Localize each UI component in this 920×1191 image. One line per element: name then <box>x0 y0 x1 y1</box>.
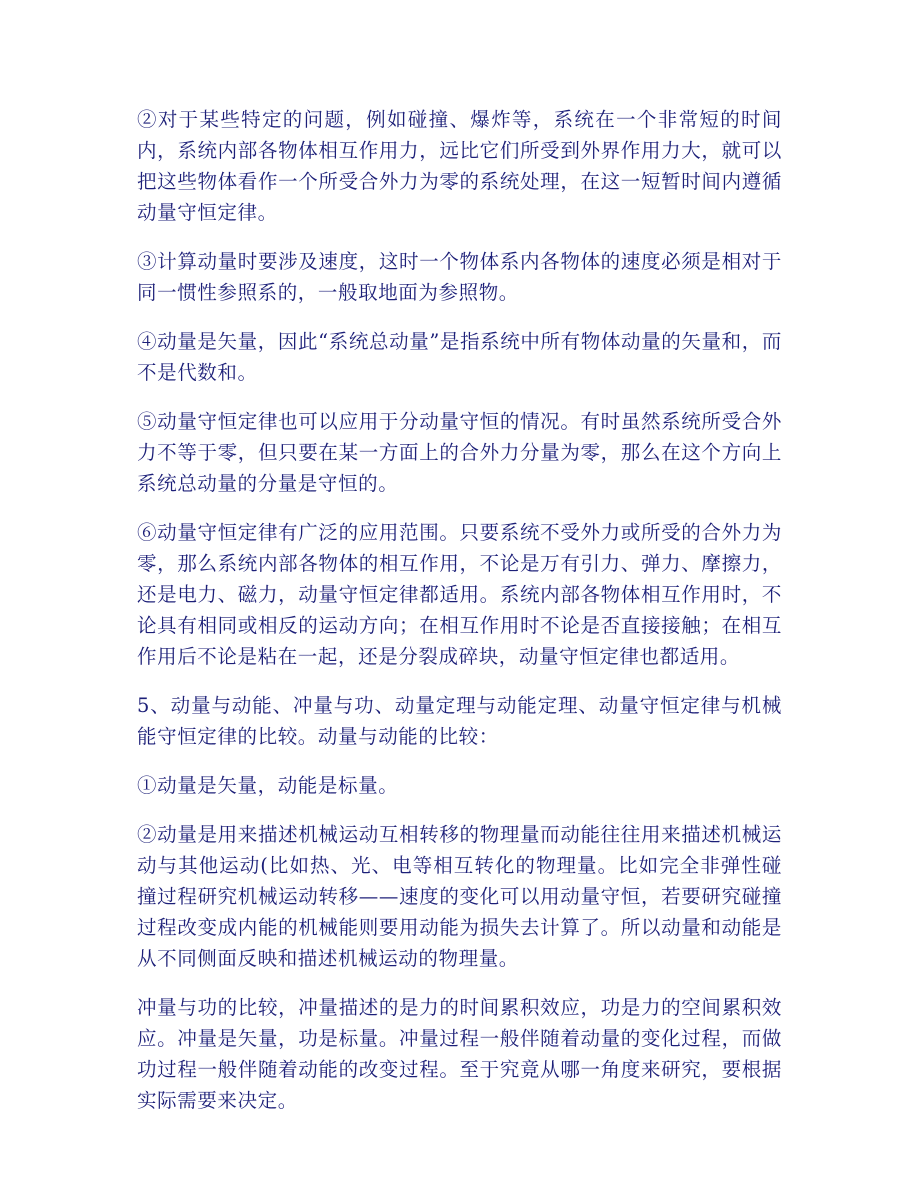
paragraph-item-2-momentum-vs-energy: ②动量是用来描述机械运动互相转移的物理量而动能往往用来描述机械运动与其他运动(比如热、光、电等相互转化的物理量。比如完全非弹性碰撞过程研究机械运动转移——速度的变化可以用动量守恒，若要研究碰撞过程改变成内能的机械能则要用动能为损失去计算了。所以动量和动能是从不同侧面反映和描述机械运动的物理量。 <box>137 823 782 970</box>
paragraph-item-1-vector-scalar: ①动量是矢量，动能是标量。 <box>137 774 399 797</box>
paragraph-item-2-collision: ②对于某些特定的问题，例如碰撞、爆炸等，系统在一个非常短的时间内，系统内部各物体相互作用力，远比它们所受到外界作用力大，就可以把这些物体看作一个所受合外力为零的系统处理，在这一短暂时间内遵循动量守恒定律。 <box>137 108 782 224</box>
document-body <box>137 104 782 1134</box>
paragraph-item-5-component-conservation: ⑤动量守恒定律也可以应用于分动量守恒的情况。有时虽然系统所受合外力不等于零，但只要在某一方面上的合外力分量为零，那么在这个方向上系统总动量的分量是守恒的。 <box>137 410 782 495</box>
paragraph-item-3-reference-frame: ③计算动量时要涉及速度，这时一个物体系内各物体的速度必须是相对于同一惯性参照系的，一般取地面为参照物。 <box>137 250 782 304</box>
paragraph-item-4-vector-sum: ④动量是矢量，因此“系统总动量”是指系统中所有物体动量的矢量和，而不是代数和。 <box>137 330 782 384</box>
paragraph-item-6-application-range: ⑥动量守恒定律有广泛的应用范围。只要系统不受外力或所受的合外力为零，那么系统内部各物体的相互作用，不论是万有引力、弹力、摩擦力，还是电力、磁力，动量守恒定律都适用。系统内部各物体相互作用时，不论具有相同或相反的运动方向；在相互作用时不论是否直接接触；在相互作用后不论是粘在一起，还是分裂成碎块，动量守恒定律也都适用。 <box>137 521 782 668</box>
paragraph-impulse-vs-work: 冲量与功的比较，冲量描述的是力的时间累积效应，功是力的空间累积效应。冲量是矢量，功是标量。冲量过程一般伴随着动量的变化过程，而做功过程一般伴随着动能的改变过程。至于究竟从哪一角度来研究，要根据实际需要来决定。 <box>137 996 782 1112</box>
paragraph-section-5-comparison: 5、动量与动能、冲量与功、动量定理与动能定理、动量守恒定律与机械能守恒定律的比较。动量与动能的比较： <box>137 694 782 748</box>
